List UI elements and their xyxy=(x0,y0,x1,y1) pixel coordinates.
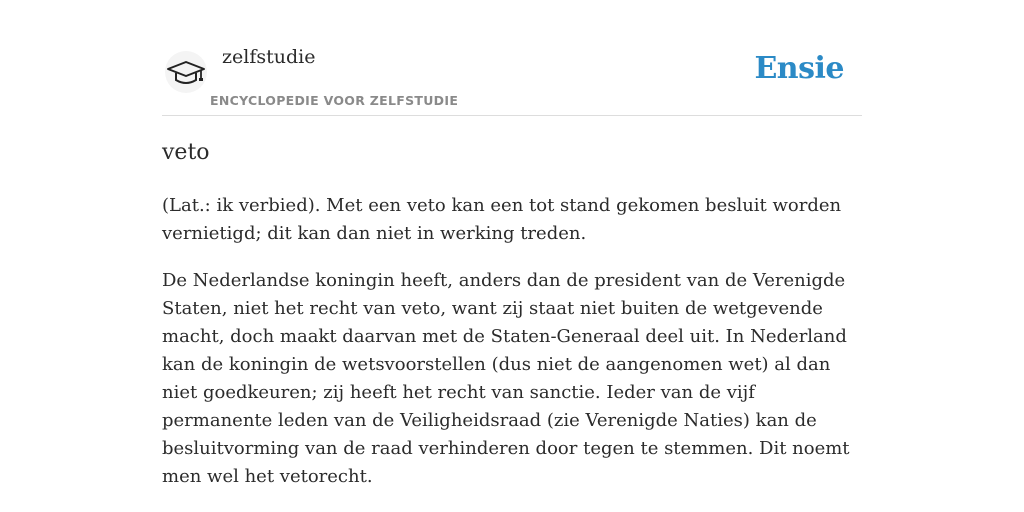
entry-title: veto xyxy=(162,140,210,165)
entry-paragraph: De Nederlandse koningin heeft, anders dan de president van de Verenigde Staten, niet het recht van veto, want zij staat niet buiten de wetgevende macht, doch maakt daarvan met de Staten-Generaal deel uit. In Nederland kan de koningin de wetsvoorstellen (dus niet de aangenomen wet) al dan niet goedkeuren; zij heeft het recht van sanctie. Ieder van de vijf permanente leden van de Veiligheidsraad (zie Verenigde Naties) kan de besluitvorming van de raad verhinderen door tegen te stemmen. Dit noemt men wel het vetorecht. xyxy=(162,270,850,487)
entry-body xyxy=(162,192,862,510)
brand-logo[interactable]: Ensie xyxy=(754,51,844,86)
site-tagline: ENCYCLOPEDIE VOOR ZELFSTUDIE xyxy=(210,93,459,108)
site-header xyxy=(162,0,862,116)
graduation-cap-icon[interactable] xyxy=(164,50,208,94)
site-name[interactable]: zelfstudie xyxy=(222,46,316,68)
page xyxy=(162,0,862,512)
entry-paragraph: (Lat.: ik verbied). Met een veto kan een tot stand gekomen besluit worden vernietigd; dit kan dan niet in werking treden. xyxy=(162,195,842,244)
